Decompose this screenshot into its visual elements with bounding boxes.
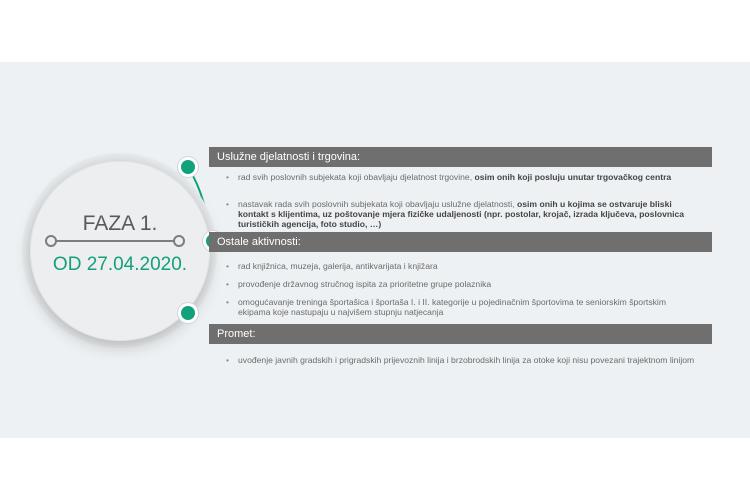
divider-left-dot-icon	[45, 235, 57, 247]
phase-date: OD 27.04.2020.	[52, 254, 188, 275]
list-item: • rad knjižnica, muzeja, galerija, antikvarijata i knjižara	[238, 261, 698, 271]
section-heading-other: Ostale aktivnosti:	[209, 232, 712, 252]
timeline-dot-icon	[181, 306, 195, 320]
timeline-dot-icon	[181, 160, 195, 174]
divider-right-dot-icon	[173, 235, 185, 247]
list-item: • provođenje državnog stručnog ispita za prioritetne grupe polaznika	[238, 279, 698, 289]
section-heading-transport: Promet:	[209, 324, 712, 344]
list-item: • nastavak rada svih poslovnih subjekata koji obavljaju uslužne djelatnosti, osim onih u kojima se ostvaruje bliski kontakt s klijentima, uz poštovanje mjera fizičke udaljenosti (npr. postolar, krojač, izrada ključeva, poslovnica turističkih agencija, foto studio, …)	[238, 199, 698, 229]
list-item: • uvođenje javnih gradskih i prigradskih prijevoznih linija i brzobrodskih linija za otoke koji nisu povezani trajektnom linijom	[238, 355, 698, 365]
phase-divider	[48, 240, 181, 242]
section-heading-services: Uslužne djelatnosti i trgovina:	[209, 147, 712, 167]
phase-title: FAZA 1.	[82, 212, 158, 235]
list-item: • omogućavanje treninga športašica i športaša I. i II. kategorije u pojedinačnim športovima te seniorskim športskim ekipama koje nastupaju u najvišem stupnju natjecanja	[238, 297, 698, 317]
list-item: • rad svih poslovnih subjekata koji obavljaju djelatnost trgovine, osim onih koji posluju unutar trgovačkog centra	[238, 172, 698, 182]
